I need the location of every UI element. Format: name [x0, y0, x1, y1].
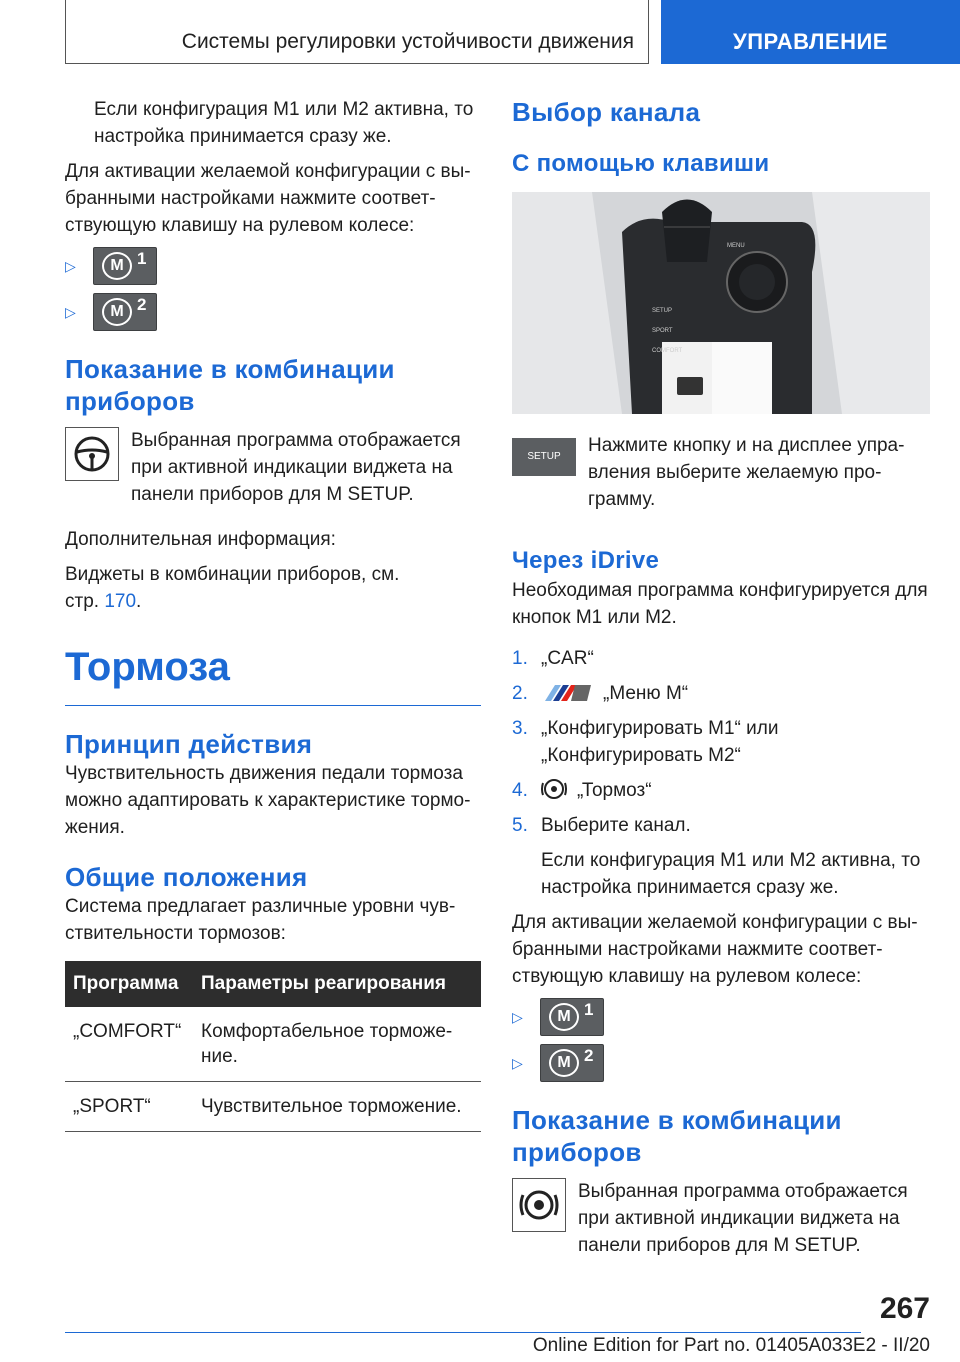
display-text: Выбранная программа отображается при активной индикации виджета на панели приборов для M SETUP.: [578, 1181, 908, 1256]
channel-heading: Выбор канала: [512, 97, 701, 127]
triangle-bullet-icon: ▷: [65, 257, 76, 274]
activation-paragraph: Для активации желаемой конфигурации с вы-бранными настройками нажмите соответ-ствующую клавишу на рулевом колесе:: [65, 161, 471, 236]
principle-text: Чувствительность движения педали тормоза можно адаптировать к характеристике тормо-жения.: [65, 763, 471, 838]
key-m2-row: [65, 293, 481, 331]
page-link[interactable]: 170: [104, 591, 137, 612]
display-heading: Показание в комбинации приборов: [65, 354, 395, 416]
triangle-bullet-icon: ▷: [512, 1008, 523, 1025]
table-cell: „COMFORT“: [65, 1007, 193, 1082]
intro-paragraph: Если конфигурация M1 или M2 активна, то настройка принимается сразу же.: [541, 850, 921, 898]
table-header: Параметры реагирования: [193, 961, 481, 1007]
brake-disc-icon: [512, 1178, 566, 1232]
display-block: [65, 427, 481, 516]
left-column: [65, 96, 481, 1132]
right-column: [512, 96, 930, 1267]
center-console-photo: [512, 192, 930, 414]
list-item: 5. Выберите канал.: [512, 815, 691, 836]
brake-disc-icon: [541, 777, 567, 801]
key-m1-row: [65, 247, 481, 285]
intro-paragraph: Если конфигурация M1 или M2 активна, то настройка принимается сразу же.: [94, 99, 474, 147]
activation-paragraph: Для активации желаемой конфигурации с вы-бранными настройками нажмите соответ-ствующую клавишу на рулевом колесе:: [512, 912, 918, 987]
photo-label-setup: SETUP: [652, 308, 673, 314]
key-m1-row: [512, 998, 930, 1036]
setup-text: Нажмите кнопку и на дисплее упра-вления выберите желаемую про-грамму.: [588, 435, 905, 510]
heading-divider: [65, 705, 481, 706]
table-header: Программа: [65, 961, 193, 1007]
display-heading: Показание в комбинации приборов: [512, 1105, 842, 1167]
list-item: 1. „CAR“: [512, 648, 594, 669]
triangle-bullet-icon: ▷: [65, 303, 76, 320]
page-number: 267: [879, 1292, 930, 1325]
steps-list: [512, 645, 930, 839]
key-m2-row: [512, 1044, 930, 1082]
brakes-heading: Тормоза: [65, 645, 230, 689]
button-heading: С помощью клавиши: [512, 150, 770, 177]
triangle-bullet-icon: ▷: [512, 1054, 523, 1071]
list-item: 3. „Конфигурировать M1“ или „Конфигурировать M2“: [512, 718, 779, 766]
display-text: Выбранная программа отображается при активной индикации виджета на панели приборов для M SETUP.: [131, 430, 461, 505]
idrive-text: Необходимая программа конфигурируется для кнопок M1 или M2.: [512, 580, 928, 628]
brake-programs-table: [65, 961, 481, 1132]
footer-divider: [65, 1332, 861, 1333]
m-stripes-icon: [541, 683, 593, 703]
list-item: 2. „Меню M“: [512, 683, 689, 704]
header-section-title: Системы регулировки устойчивости движения: [65, 0, 649, 64]
photo-label-comfort: COMFORT: [652, 348, 683, 354]
more-info-label: Дополнительная информация:: [65, 529, 336, 550]
photo-label-sport: SPORT: [652, 328, 673, 334]
photo-label-menu: MENU: [727, 243, 745, 249]
display-block: [512, 1178, 930, 1267]
idrive-heading: Через iDrive: [512, 547, 660, 574]
m2-key-icon: M 2: [93, 293, 157, 331]
m1-key-icon: M 1: [540, 998, 604, 1036]
general-text: Система предлагает различные уровни чув-ствительности тормозов:: [65, 896, 456, 944]
setup-button-icon: SETUP: [512, 438, 576, 476]
setup-block: [512, 432, 930, 521]
header-chapter-title: УПРАВЛЕНИЕ: [661, 0, 960, 64]
table-row: [65, 1007, 481, 1082]
list-item: 4. „Тормоз“: [512, 777, 930, 804]
table-cell: Чувствительное торможение.: [193, 1082, 481, 1132]
m1-key-icon: M 1: [93, 247, 157, 285]
table-cell: Комфортабельное торможе-ние.: [193, 1007, 481, 1082]
table-cell: „SPORT“: [65, 1082, 193, 1132]
principle-heading: Принцип действия: [65, 729, 313, 759]
m2-key-icon: M 2: [540, 1044, 604, 1082]
general-heading: Общие положения: [65, 862, 308, 892]
widgets-reference: Виджеты в комбинации приборов, см. стр. 170.: [65, 564, 400, 612]
steering-wheel-icon: [65, 427, 119, 481]
footer-edition: Online Edition for Part no. 01405A033E2 - II/20: [532, 1335, 930, 1356]
table-row: [65, 1082, 481, 1132]
